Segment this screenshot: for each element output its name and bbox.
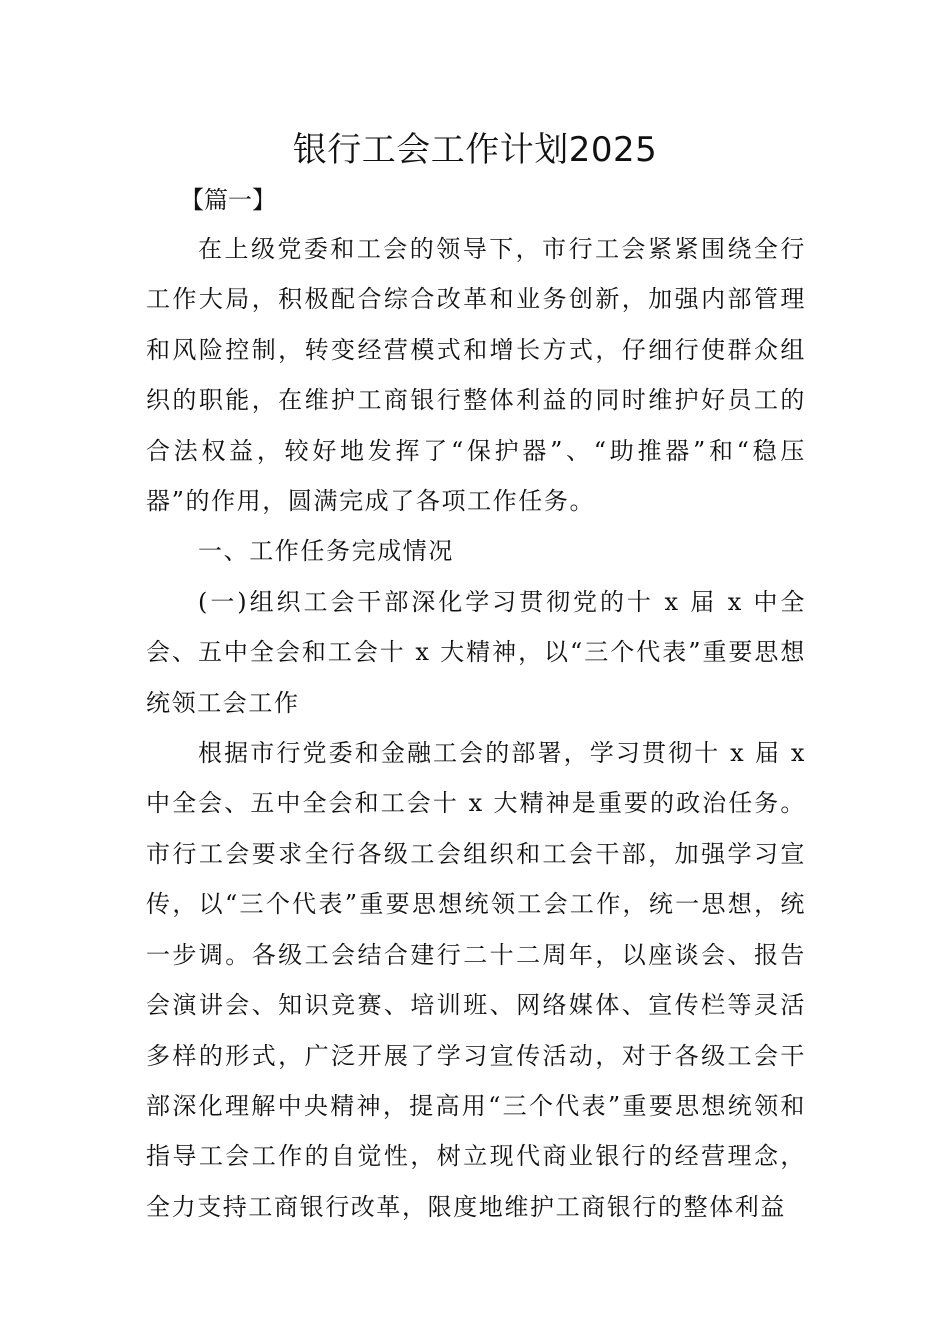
document-title: 银行工会工作计划2025 (292, 130, 658, 170)
heading-work-status: 一、工作任务完成情况 (198, 537, 454, 566)
document-body (146, 224, 806, 1232)
paragraph-study-detail: 根据市行党委和金融工会的部署，学习贯彻十 x 届 x 中全会、五中全会和工会十 x 大精神是重要的政治任务。市行工会要求全行各级工会组织和工会干部，加强学习宣传，以“三个代表”重要思想统领工会工作，统一思想，统一步调。各级工会结合建行二十二周年，以座谈会、报告会演讲会、知识竞赛、培训班、网络媒体、宣传栏等灵活多样的形式，广泛开展了学习宣传活动，对于各级工会干部深化理解中央精神，提高用“三个代表”重要思想统领和指导工会工作的自觉性，树立现代商业银行的经营理念，全力支持工商银行改革，限度地维护工商银行的整体利益 (146, 739, 806, 1221)
paragraph-intro: 在上级党委和工会的领导下，市行工会紧紧围绕全行工作大局，积极配合综合改革和业务创新，加强内部管理和风险控制，转变经营模式和增长方式，仔细行使群众组织的职能，在维护工商银行整体利益的同时维护好员工的合法权益，较好地发挥了“保护器”、“助推器”和“稳压器”的作用，圆满完成了各项工作任务。 (146, 235, 806, 516)
subheading-study: (一)组织工会干部深化学习贯彻党的十 x 届 x 中全会、五中全会和工会十 x 大精神，以“三个代表”重要思想统领工会工作 (146, 587, 806, 717)
section-label: 【篇一】 (180, 186, 276, 214)
